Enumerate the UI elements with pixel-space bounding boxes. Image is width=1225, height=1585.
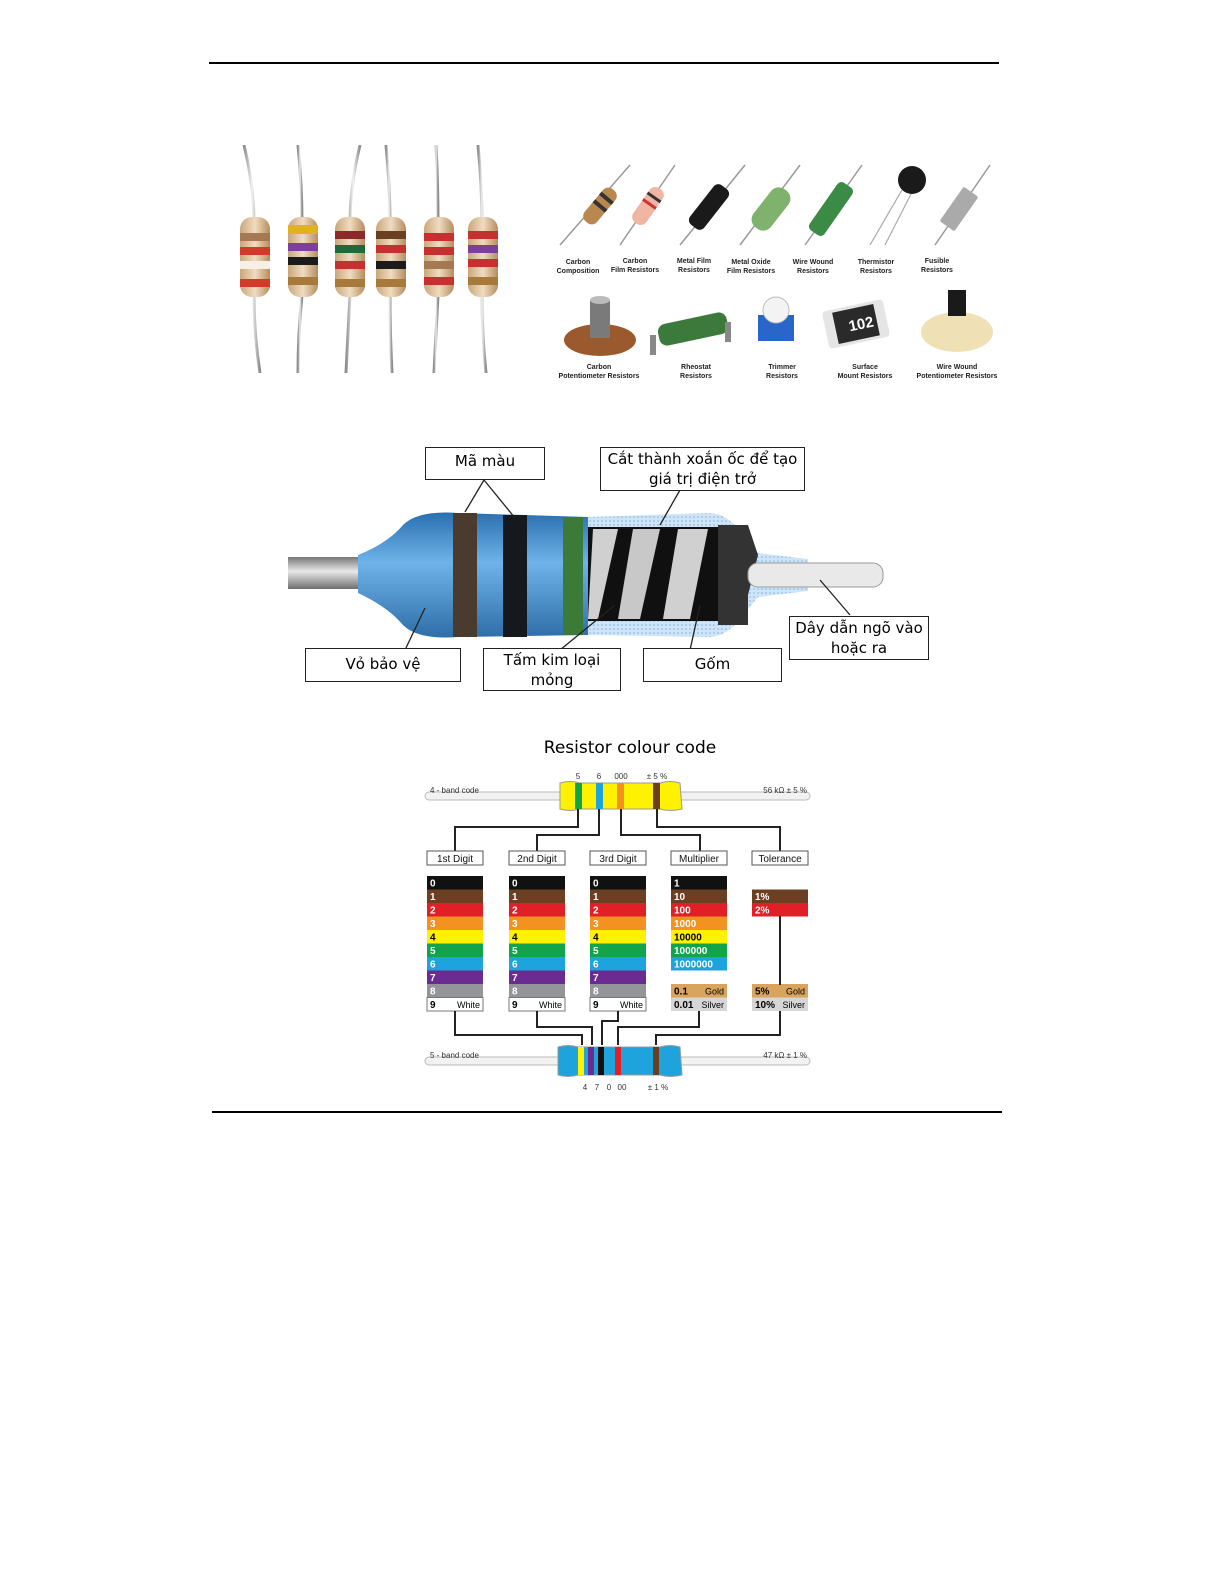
digit-cell: 7 xyxy=(593,973,599,984)
five-band-value: 47 kΩ ± 1 % xyxy=(763,1051,807,1060)
type-label: Resistors xyxy=(680,373,712,380)
white-label: White xyxy=(538,1000,562,1010)
type-label: Wire Wound xyxy=(936,364,978,371)
digit-cell: 6 xyxy=(512,959,518,971)
digit-cell: 0 xyxy=(512,878,518,890)
tolerance-cell: 1% xyxy=(755,892,770,903)
callout-text: Cắt thành xoắn ốc để tạo xyxy=(607,450,798,468)
five-band-digit: 00 xyxy=(617,1083,627,1092)
digit-cell: 0 xyxy=(593,878,599,890)
type-label: Wire Wound xyxy=(792,259,834,266)
color-code-title: Resistor colour code xyxy=(543,738,717,758)
gold-label: Gold xyxy=(704,986,724,997)
digit-cell: 2 xyxy=(593,905,599,917)
callout-text: Vỏ bảo vệ xyxy=(345,655,421,673)
header-2nd-digit: 2nd Digit xyxy=(517,854,557,865)
type-label: Film Resistors xyxy=(726,268,776,275)
type-label: Carbon xyxy=(622,258,648,265)
anatomy-leader-lines xyxy=(0,0,1225,720)
white-label: White xyxy=(456,1000,480,1010)
four-band-digit: 6 xyxy=(596,772,602,781)
callout-lead xyxy=(789,616,929,660)
callout-text: Tấm kim loại xyxy=(503,651,601,669)
digit-cell: 3 xyxy=(430,919,436,930)
multiplier-cell: 10 xyxy=(674,892,686,903)
multiplier-cell: 100000 xyxy=(674,946,708,957)
callout-color-code xyxy=(425,447,545,480)
digit-cell: 5 xyxy=(430,946,436,957)
digit-cell: 6 xyxy=(430,959,436,971)
digit-cell: 9 xyxy=(430,1000,436,1011)
tolerance-silver: 10% xyxy=(755,1000,776,1011)
callout-text: mỏng xyxy=(530,671,574,689)
digit-cell: 4 xyxy=(430,932,436,944)
four-band-digit: ± 5 % xyxy=(646,772,668,781)
tolerance-cell: 2% xyxy=(755,905,770,917)
callout-metal-film xyxy=(483,648,621,691)
type-label: Metal Film xyxy=(676,258,712,265)
digit-cell: 8 xyxy=(593,986,599,998)
color-code-chart xyxy=(420,765,820,1095)
footer-rule xyxy=(212,1111,1002,1113)
header-1st-digit: 1st Digit xyxy=(436,854,474,865)
four-band-value: 56 kΩ ± 5 % xyxy=(763,786,807,795)
callout-ceramic xyxy=(643,648,782,682)
callout-text: Gốm xyxy=(694,655,731,673)
digit-cell: 3 xyxy=(593,919,599,930)
type-label: Metal Oxide xyxy=(731,259,771,266)
type-label: Resistors xyxy=(766,373,798,380)
gold-label: Gold xyxy=(785,986,805,997)
color-tables xyxy=(427,876,808,1011)
digit-cell: 3 xyxy=(512,919,518,930)
type-label: Resistors xyxy=(860,268,892,275)
five-band-digit: ± 1 % xyxy=(647,1083,669,1092)
type-label: Potentiometer Resistors xyxy=(916,373,998,380)
type-label: Fusible xyxy=(924,258,950,265)
smd-code: 102 xyxy=(847,313,876,336)
digit-cell: 1 xyxy=(593,892,599,903)
type-label: Resistors xyxy=(678,267,710,274)
type-label: Resistors xyxy=(797,268,829,275)
callout-text: giá trị điện trở xyxy=(648,470,757,488)
digit-cell: 8 xyxy=(430,986,436,998)
header-tolerance: Tolerance xyxy=(758,854,802,865)
type-label: Film Resistors xyxy=(610,267,660,274)
type-label: Thermistor xyxy=(857,259,895,266)
header-multiplier: Multiplier xyxy=(678,854,720,865)
four-band-digit: 5 xyxy=(575,772,581,781)
type-label: Potentiometer Resistors xyxy=(558,373,640,380)
callout-text: hoặc ra xyxy=(830,639,888,657)
five-band-digit: 7 xyxy=(594,1083,600,1092)
callout-casing xyxy=(305,648,461,682)
five-band-digit: 0 xyxy=(606,1083,612,1092)
digit-cell: 8 xyxy=(512,986,518,998)
digit-cell: 6 xyxy=(593,959,599,971)
multiplier-gold: 0.1 xyxy=(674,986,688,998)
type-label: Composition xyxy=(556,268,600,275)
type-label: Trimmer xyxy=(768,364,796,371)
digit-cell: 0 xyxy=(430,878,436,890)
multiplier-cell: 1000 xyxy=(674,919,697,930)
type-label: Carbon xyxy=(586,364,612,371)
five-band-digit: 4 xyxy=(582,1083,588,1092)
type-label: Surface xyxy=(852,364,878,371)
digit-cell: 2 xyxy=(430,905,436,917)
white-label: White xyxy=(619,1000,643,1010)
callout-text: Dây dẫn ngõ vào xyxy=(795,619,923,637)
column-headers xyxy=(427,851,808,865)
four-band-label: 4 - band code xyxy=(430,786,479,795)
header-3rd-digit: 3rd Digit xyxy=(599,854,637,865)
digit-cell: 9 xyxy=(593,1000,599,1011)
digit-cell: 9 xyxy=(512,1000,518,1011)
type-label: Mount Resistors xyxy=(837,373,893,380)
digit-cell: 5 xyxy=(512,946,518,957)
digit-cell: 4 xyxy=(512,932,518,944)
multiplier-cell: 1000000 xyxy=(674,959,713,971)
bottom-connectors xyxy=(455,1011,780,1045)
digit-cell: 7 xyxy=(512,973,518,984)
digit-cell: 1 xyxy=(430,892,436,903)
callout-text: Mã màu xyxy=(454,452,516,470)
tolerance-gold: 5% xyxy=(755,986,770,998)
multiplier-silver: 0.01 xyxy=(674,1000,694,1011)
four-band-digit: 000 xyxy=(614,772,628,781)
type-label: Resistors xyxy=(921,267,953,274)
digit-cell: 7 xyxy=(430,973,436,984)
digit-cell: 5 xyxy=(593,946,599,957)
five-band-label: 5 - band code xyxy=(430,1051,479,1060)
multiplier-cell: 100 xyxy=(674,905,691,917)
multiplier-cell: 10000 xyxy=(674,932,702,944)
callout-spiral xyxy=(600,447,805,491)
type-label: Rheostat xyxy=(681,364,711,371)
multiplier-cell: 1 xyxy=(674,878,680,890)
digit-cell: 1 xyxy=(512,892,518,903)
silver-label: Silver xyxy=(701,1000,724,1010)
top-connectors xyxy=(455,809,780,851)
digit-cell: 4 xyxy=(593,932,599,944)
digit-cell: 2 xyxy=(512,905,518,917)
silver-label: Silver xyxy=(782,1000,805,1010)
type-label: Carbon xyxy=(565,259,591,266)
